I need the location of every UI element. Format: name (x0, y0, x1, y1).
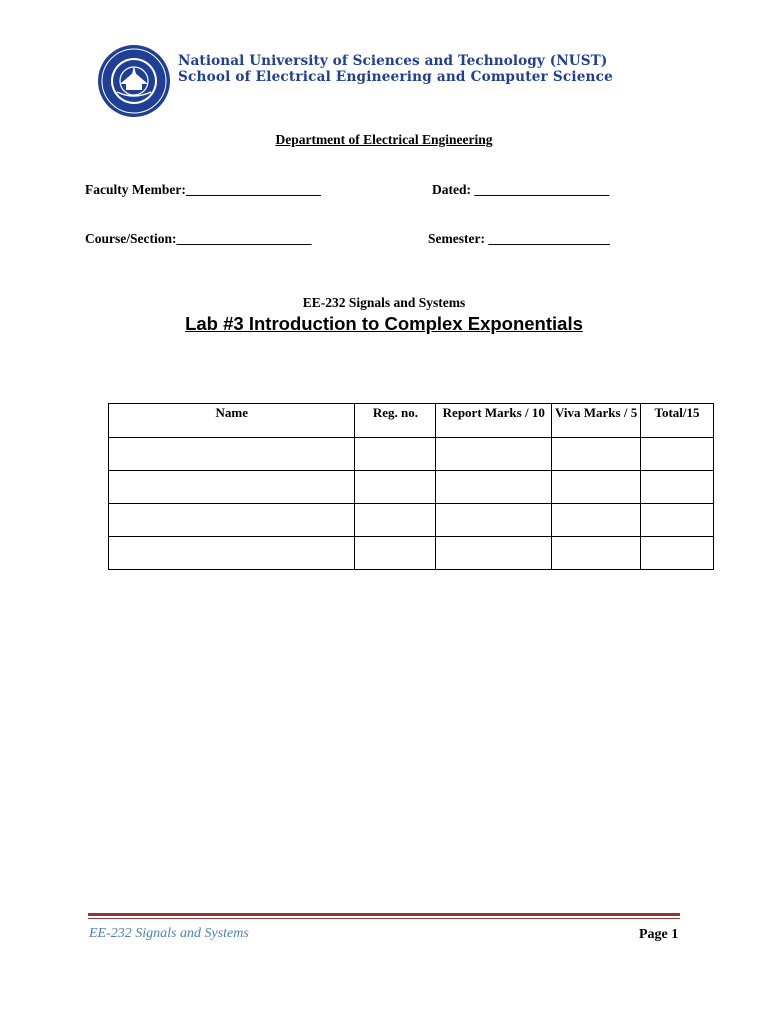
reg-no-cell[interactable] (355, 537, 436, 570)
header-viva-marks: Viva Marks / 5 (552, 404, 641, 438)
total-cell[interactable] (641, 471, 714, 504)
page-number: Page 1 (639, 927, 679, 942)
header-total: Total/15 (641, 404, 714, 438)
footer-divider-thin (88, 918, 680, 919)
viva-marks-cell[interactable] (552, 504, 641, 537)
nust-logo-icon (97, 44, 171, 118)
report-marks-cell[interactable] (436, 504, 552, 537)
header-report-marks: Report Marks / 10 (436, 404, 552, 438)
course-section-field[interactable]: Course/Section:____________________ (85, 231, 312, 246)
total-cell[interactable] (641, 504, 714, 537)
table-header-row (109, 404, 714, 438)
lab-title: Lab #3 Introduction to Complex Exponentials (185, 313, 583, 334)
dated-field[interactable]: Dated: ____________________ (432, 182, 610, 197)
marks-table (108, 403, 714, 570)
table-row (109, 537, 714, 570)
name-cell[interactable] (109, 438, 355, 471)
header-reg-no: Reg. no. (355, 404, 436, 438)
viva-marks-cell[interactable] (552, 471, 641, 504)
university-name: National University of Sciences and Technology (NUST) (178, 53, 608, 69)
table-row (109, 438, 714, 471)
faculty-member-field[interactable]: Faculty Member:____________________ (85, 182, 321, 197)
footer-course-title: EE-232 Signals and Systems (89, 926, 249, 941)
viva-marks-cell[interactable] (552, 537, 641, 570)
reg-no-cell[interactable] (355, 471, 436, 504)
name-cell[interactable] (109, 537, 355, 570)
report-marks-cell[interactable] (436, 438, 552, 471)
reg-no-cell[interactable] (355, 438, 436, 471)
total-cell[interactable] (641, 537, 714, 570)
name-cell[interactable] (109, 504, 355, 537)
report-marks-cell[interactable] (436, 471, 552, 504)
department-title: Department of Electrical Engineering (275, 132, 493, 147)
reg-no-cell[interactable] (355, 504, 436, 537)
school-name: School of Electrical Engineering and Computer Science (178, 69, 613, 85)
name-cell[interactable] (109, 471, 355, 504)
footer-divider (88, 913, 680, 916)
header-name: Name (109, 404, 355, 438)
semester-field[interactable]: Semester: __________________ (428, 231, 610, 246)
table-row (109, 471, 714, 504)
table-row (109, 504, 714, 537)
course-code: EE-232 Signals and Systems (302, 295, 466, 310)
total-cell[interactable] (641, 438, 714, 471)
viva-marks-cell[interactable] (552, 438, 641, 471)
report-marks-cell[interactable] (436, 537, 552, 570)
